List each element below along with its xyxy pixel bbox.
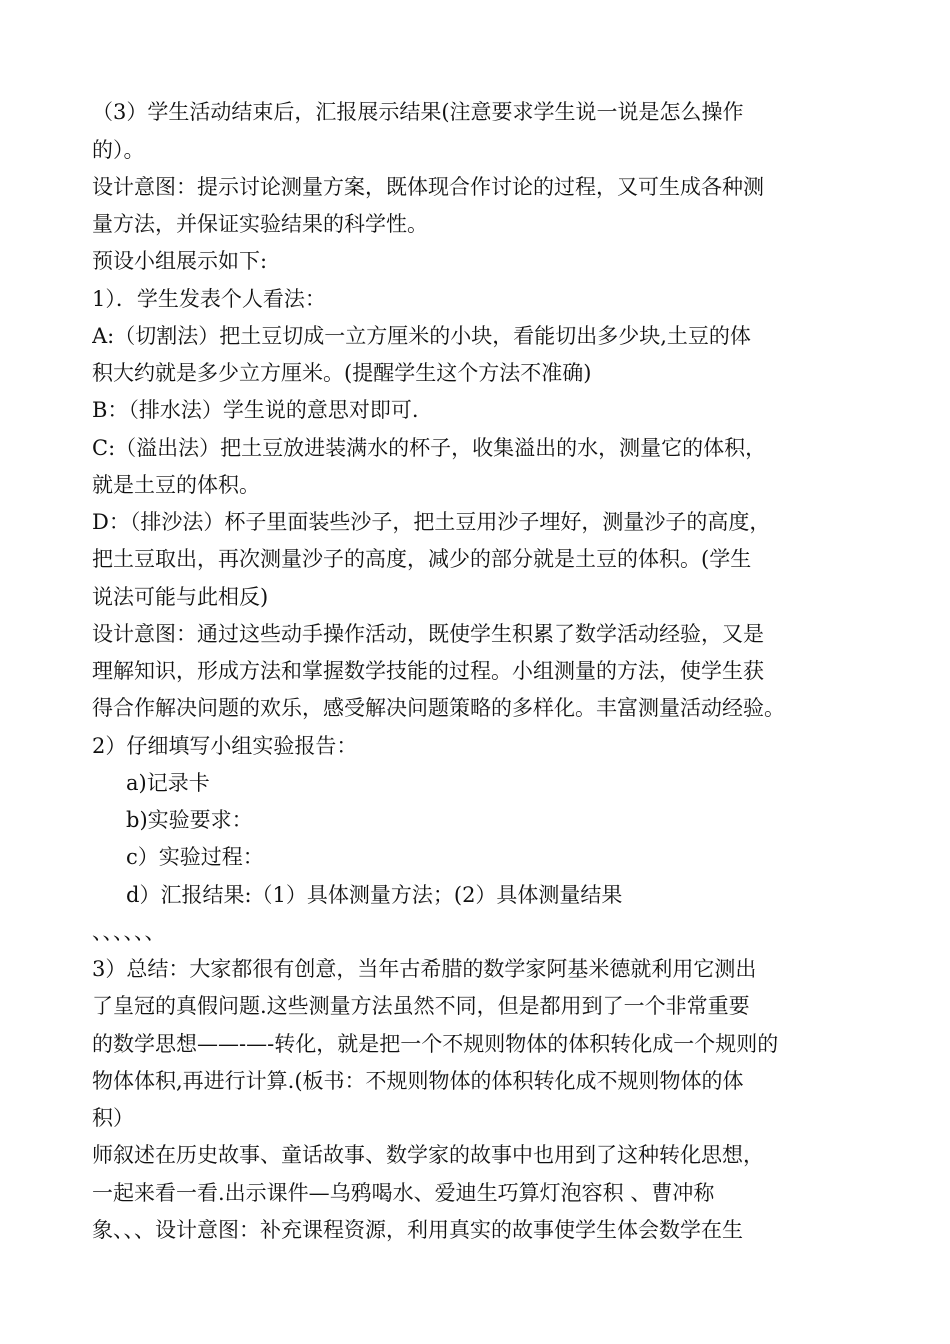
text-line: 设计意图：提示讨论测量方案，既体现合作讨论的过程，又可生成各种测 [92, 175, 764, 199]
text-line: 得合作解决问题的欢乐，感受解决问题策略的多样化。丰富测量活动经验。 [92, 696, 785, 720]
text-line: C:（溢出法）把土豆放进装满水的杯子，收集溢出的水，测量它的体积， [92, 436, 767, 460]
text-line: B：（排水法）学生说的意思对即可. [92, 398, 419, 422]
text-line: 象、、、设计意图：补充课程资源，利用真实的故事使学生体会数学在生 [92, 1218, 743, 1242]
text-line: 说法可能与此相反) [92, 585, 269, 609]
text-line: 积大约就是多少立方厘米。(提醒学生这个方法不准确) [92, 361, 592, 385]
text-line: 师叙述在历史故事、童话故事、数学家的故事中也用到了这种转化思想， [92, 1143, 764, 1167]
text-line: 2）仔细填写小组实验报告： [92, 734, 358, 758]
text-line: 的数学思想——-—-转化，就是把一个不规则物体的体积转化成一个规则的 [92, 1032, 779, 1056]
text-line: 量方法，并保证实验结果的科学性。 [92, 212, 428, 236]
text-line: 预设小组展示如下: [92, 249, 268, 273]
text-line: A:（切割法）把土豆切成一立方厘米的小块，看能切出多少块,土豆的体 [92, 324, 751, 348]
text-line: 、、、、、、 [92, 920, 166, 944]
list-item: c）实验过程： [126, 845, 264, 869]
text-line: 一起来看一看.出示课件—乌鸦喝水、爱迪生巧算灯泡容积 、曹冲称 [92, 1181, 715, 1205]
text-line: 理解知识，形成方法和掌握数学技能的过程。小组测量的方法，使学生获 [92, 659, 764, 683]
list-item: d）汇报结果:（1）具体测量方法；(2）具体测量结果 [126, 883, 623, 907]
text-line: 了皇冠的真假问题.这些测量方法虽然不同，但是都用到了一个非常重要 [92, 994, 750, 1018]
text-line: 的）。 [92, 138, 145, 162]
text-line: 积） [92, 1106, 134, 1130]
text-line: 3）总结：大家都很有创意，当年古希腊的数学家阿基米德就利用它测出 [92, 957, 757, 981]
text-line: 把土豆取出，再次测量沙子的高度，减少的部分就是土豆的体积。(学生 [92, 547, 752, 571]
text-line: 1）．学生发表个人看法： [92, 287, 326, 311]
list-item: b)实验要求： [126, 808, 253, 832]
list-item: a)记录卡 [126, 771, 210, 795]
text-line: 设计意图：通过这些动手操作活动，既使学生积累了数学活动经验，又是 [92, 622, 764, 646]
text-line: D：（排沙法）杯子里面装些沙子，把土豆用沙子埋好，测量沙子的高度， [92, 510, 771, 534]
text-line: 物体体积,再进行计算.(板书：不规则物体的体积转化成不规则物体的体 [92, 1069, 744, 1093]
text-line: 就是土豆的体积。 [92, 473, 260, 497]
text-line: （3）学生活动结束后，汇报展示结果(注意要求学生说一说是怎么操作 [92, 100, 744, 124]
